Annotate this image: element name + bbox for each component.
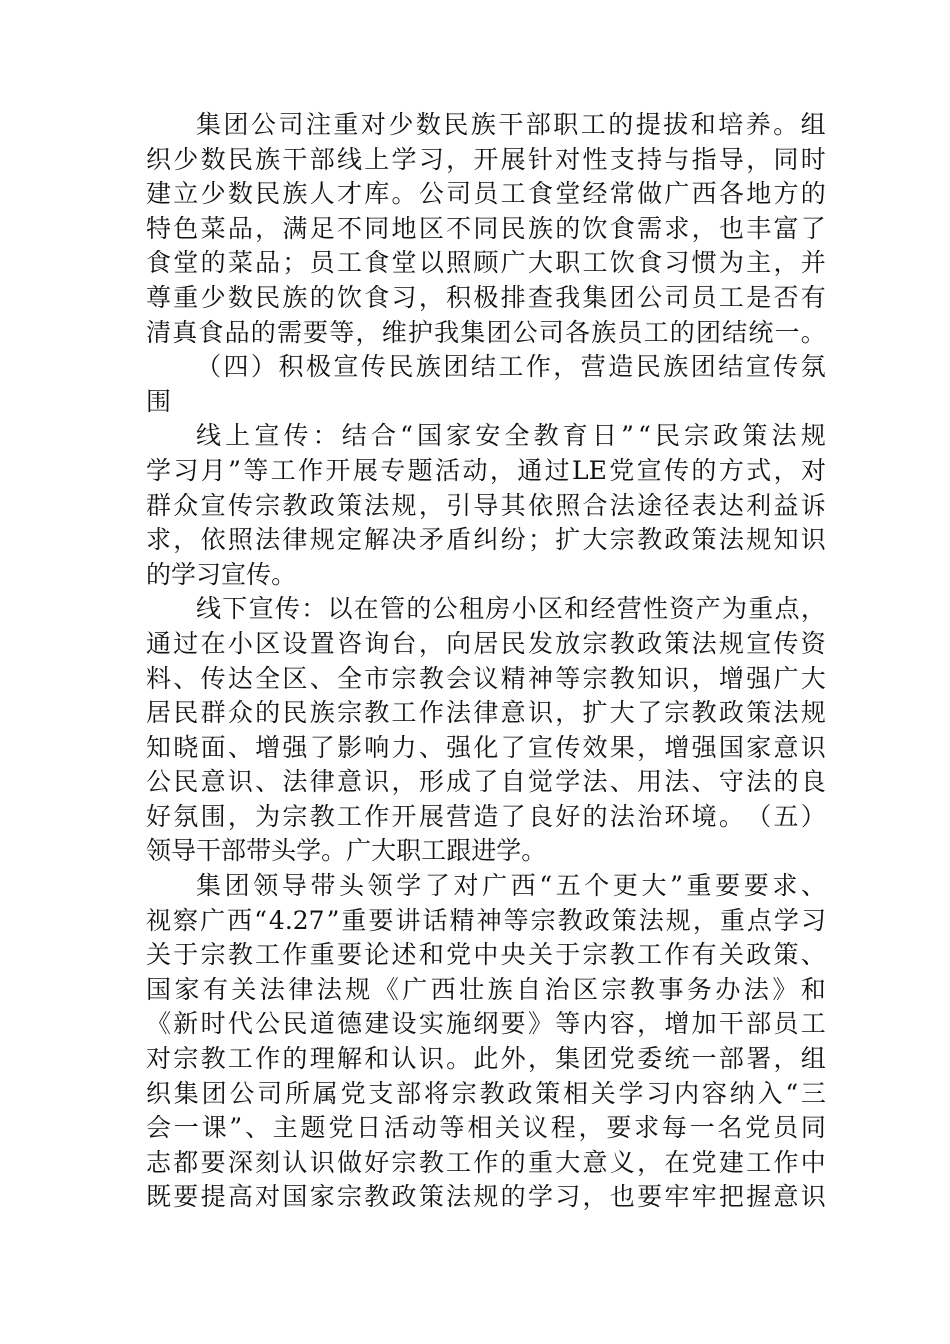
document-body <box>146 108 826 1215</box>
text-line: 围 <box>146 386 172 416</box>
text-line: 料 、 传 达 全 区 、 全 市 宗 教 会 议 精 神 等 宗 教 知 识 ， 增 强 广 大 <box>146 663 826 693</box>
text-line: 织 少 数 民 族 干 部 线 上 学 习 ， 开 展 针 对 性 支 持 与 指 导 ， 同 时 <box>146 144 826 174</box>
text-line: 好 氛 围 ， 为 宗 教 工 作 开 展 营 造 了 良 好 的 法 治 环 境 。 （ 五 ） <box>146 801 826 831</box>
text-line: 志 都 要 深 刻 认 识 做 好 宗 教 工 作 的 重 大 意 义 ， 在 党 建 工 作 中 <box>146 1147 826 1177</box>
text-line: 国 家 有 关 法 律 法 规 《 广 西 壮 族 自 治 区 宗 教 事 务 办 法 》 和 <box>146 974 826 1004</box>
text-line: 食 堂 的 菜 品 ； 员 工 食 堂 以 照 顾 广 大 职 工 饮 食 习 惯 为 主 ， 并 <box>146 248 826 278</box>
text-line: 群 众 宣 传 宗 教 政 策 法 规 ， 引 导 其 依 照 合 法 途 径 表 达 利 益 诉 <box>146 490 826 520</box>
text-line: 知 晓 面 、 增 强 了 影 响 力 、 强 化 了 宣 传 效 果 ， 增 强 国 家 意 识 <box>146 732 826 762</box>
text-line: 《 新 时 代 公 民 道 德 建 设 实 施 纲 要 》 等 内 容 ， 增 加 干 部 员 工 <box>146 1009 826 1039</box>
text-line: 求 ， 依 照 法 律 规 定 解 决 矛 盾 纠 纷 ； 扩 大 宗 教 政 策 法 规 知 识 <box>146 525 826 555</box>
text-line: （ 四 ） 积 极 宣 传 民 族 团 结 工 作 ， 营 造 民 族 团 结 宣 传 氛 <box>196 352 826 382</box>
text-line: 织 集 团 公 司 所 属 党 支 部 将 宗 教 政 策 相 关 学 习 内 容 纳 入 “ 三 <box>146 1078 826 1108</box>
text-line: 的 学 习 宣 传 。 <box>146 559 297 589</box>
text-line: 线 上 宣 传 ： 结 合 “ 国 家 安 全 教 育 日 ” “ 民 宗 政 策 法 规 <box>196 421 826 451</box>
text-line: 清 真 食 品 的 需 要 等 ， 维 护 我 集 团 公 司 各 族 员 工 的 团 结 统 一 。 <box>146 317 826 347</box>
text-line: 特 色 菜 品 ， 满 足 不 同 地 区 不 同 民 族 的 饮 食 需 求 ， 也 丰 富 了 <box>146 213 826 243</box>
text-line: 建 立 少 数 民 族 人 才 库 。 公 司 员 工 食 堂 经 常 做 广 西 各 地 方 的 <box>146 179 826 209</box>
text-line: 公 民 意 识 、 法 律 意 识 ， 形 成 了 自 觉 学 法 、 用 法 、 守 法 的 良 <box>146 767 826 797</box>
text-line: 尊 重 少 数 民 族 的 饮 食 习 ， 积 极 排 查 我 集 团 公 司 员 工 是 否 有 <box>146 282 826 312</box>
text-line: 线 下 宣 传 ： 以 在 管 的 公 租 房 小 区 和 经 营 性 资 产 为 重 点 ， <box>196 594 826 624</box>
text-line: 既 要 提 高 对 国 家 宗 教 政 策 法 规 的 学 习 ， 也 要 牢 牢 把 握 意 识 <box>146 1182 826 1212</box>
text-line: 领 导 干 部 带 头 学 。 广 大 职 工 跟 进 学 。 <box>146 836 547 866</box>
text-line: 视 察 广 西 “ 4.27 ” 重 要 讲 话 精 神 等 宗 教 政 策 法 规 ， 重 点 学 习 <box>146 905 826 935</box>
text-line: 集 团 公 司 注 重 对 少 数 民 族 干 部 职 工 的 提 拔 和 培 养 。 组 <box>196 110 826 139</box>
text-line: 居 民 群 众 的 民 族 宗 教 工 作 法 律 意 识 ， 扩 大 了 宗 教 政 策 法 规 <box>146 698 826 728</box>
text-line: 通 过 在 小 区 设 置 咨 询 台 ， 向 居 民 发 放 宗 教 政 策 法 规 宣 传 资 <box>146 628 826 658</box>
text-line: 对 宗 教 工 作 的 理 解 和 认 识 。 此 外 ， 集 团 党 委 统 一 部 署 ， 组 <box>146 1044 826 1074</box>
text-line: 会 一 课 ” 、 主 题 党 日 活 动 等 相 关 议 程 ， 要 求 每 一 名 党 员 同 <box>146 1113 826 1143</box>
text-line: 关 于 宗 教 工 作 重 要 论 述 和 党 中 央 关 于 宗 教 工 作 有 关 政 策 、 <box>146 940 826 970</box>
text-line: 学 习 月 ” 等 工 作 开 展 专 题 活 动 ， 通 过 LE 党 宣 传 的 方 式 ， 对 <box>146 455 826 485</box>
text-line: 集 团 领 导 带 头 领 学 了 对 广 西 “ 五 个 更 大 ” 重 要 要 求 、 <box>196 871 826 901</box>
